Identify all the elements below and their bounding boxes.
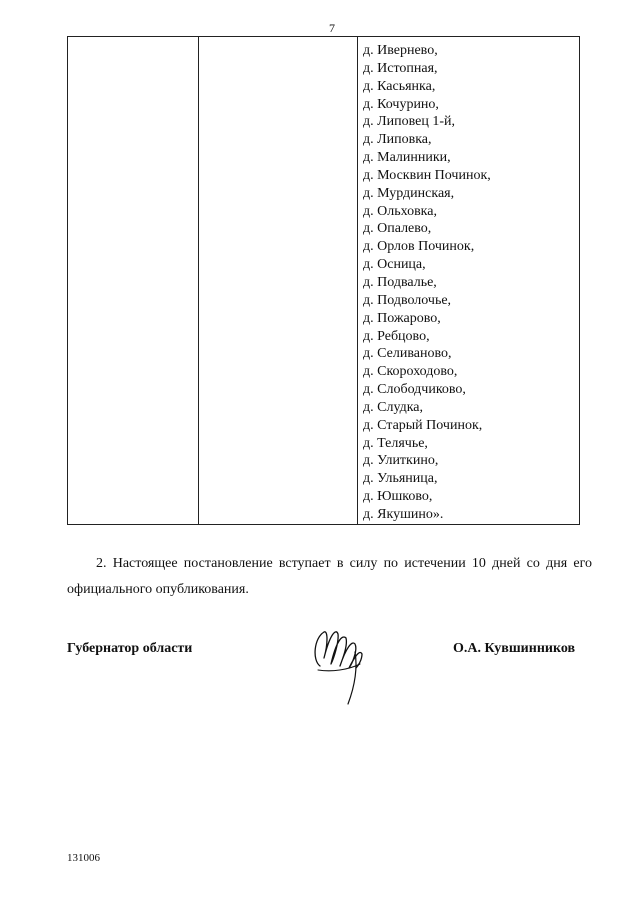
villages-list bbox=[358, 37, 579, 524]
list-item: д. Слободчиково, bbox=[363, 382, 466, 398]
table-row bbox=[68, 37, 580, 525]
signatory-title: Губернатор области bbox=[67, 641, 193, 656]
list-item: д. Малинники, bbox=[363, 150, 451, 166]
list-item: д. Москвин Починок, bbox=[363, 167, 491, 183]
list-item: д. Улиткино, bbox=[363, 453, 439, 469]
list-item: д. Иверневo, bbox=[363, 43, 438, 58]
document-code: 131006 bbox=[67, 852, 100, 864]
list-item: д. Подволочье, bbox=[363, 292, 452, 308]
list-item: д. Якушино». bbox=[363, 506, 444, 522]
list-item: д. Липовец 1-й, bbox=[363, 114, 455, 130]
list-item: д. Орлов Починок, bbox=[363, 239, 475, 255]
signature-mark bbox=[308, 620, 368, 710]
list-item: д. Ольховка, bbox=[363, 203, 437, 219]
table-cell-district bbox=[68, 37, 199, 525]
list-item: д. Истопная, bbox=[363, 60, 438, 76]
list-item: д. Телячье, bbox=[363, 435, 428, 451]
effective-date-paragraph: 2. Настоящее постановление вступает в силу по истечении 10 дней со дня его официального опубликования. bbox=[67, 556, 592, 597]
signatory-name: О.А. Кувшинников bbox=[453, 641, 576, 656]
list-item: д. Ульяница, bbox=[363, 471, 438, 487]
page-number: 7 bbox=[329, 21, 335, 35]
list-item: д. Слудка, bbox=[363, 399, 423, 415]
table-cell-villages bbox=[358, 37, 580, 525]
list-item: д. Кочурино, bbox=[363, 96, 439, 112]
list-item: д. Старый Починок, bbox=[363, 417, 483, 433]
table-cell-center bbox=[199, 37, 358, 525]
list-item: д. Ребцово, bbox=[363, 328, 430, 344]
list-item: д. Подвалье, bbox=[363, 274, 437, 290]
list-item: д. Касьянка, bbox=[363, 78, 436, 94]
list-item: д. Юшково, bbox=[363, 489, 433, 505]
settlements-table bbox=[67, 36, 580, 525]
list-item: д. Мурдинская, bbox=[363, 185, 455, 201]
list-item: д. Липовка, bbox=[363, 132, 432, 148]
list-item: д. Скороходово, bbox=[363, 364, 458, 380]
list-item: д. Опалево, bbox=[363, 221, 432, 237]
list-item: д. Пожарово, bbox=[363, 310, 441, 326]
list-item: д. Осница, bbox=[363, 257, 426, 273]
list-item: д. Селиваново, bbox=[363, 346, 452, 362]
